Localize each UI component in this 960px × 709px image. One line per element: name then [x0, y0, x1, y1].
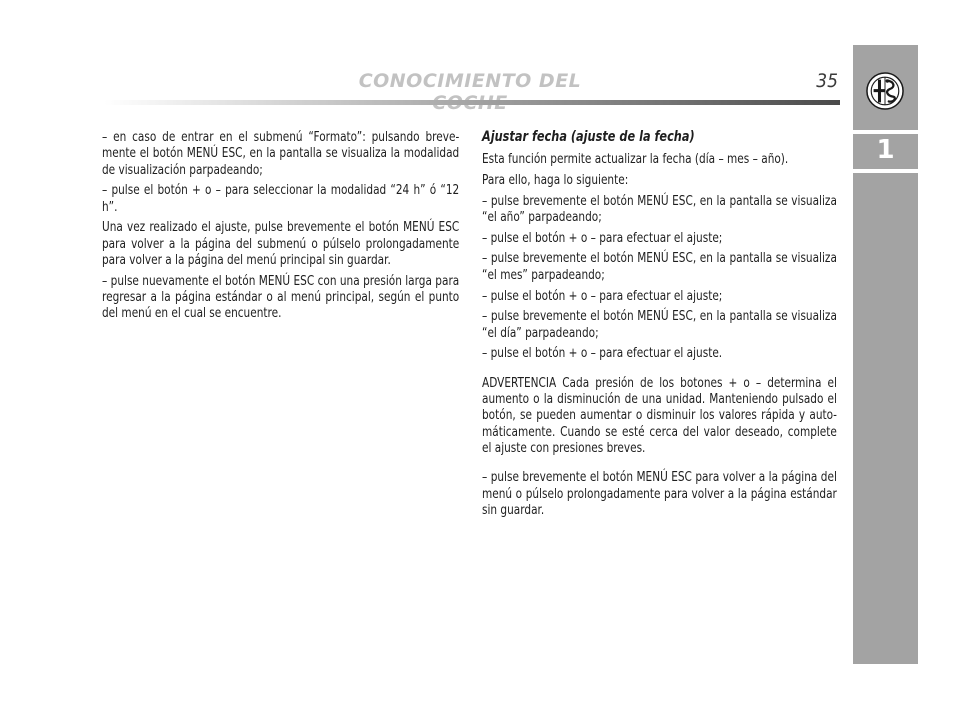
paragraph: Para ello, haga lo siguiente:: [482, 171, 629, 188]
paragraph: Una vez realizado el ajuste, pulse brevemente el botón MENÚ ESC para volver a la página del submenú o púlselo prolongadamente para volver a la página del menú principal sin guardar.: [102, 219, 460, 269]
side-strip-divider: [853, 169, 918, 173]
paragraph: – pulse el botón + o – para efectuar el ajuste.: [482, 345, 723, 362]
warning-paragraph: ADVERTENCIA Cada presión de los botones + o – determina el aumento o la disminución de una unidad. Manteniendo pulsado el botón, se pueden aumentar o disminuir los valores rápida y automáticamente. Cuando se esté cerca del valor deseado, complete el ajuste con presiones breves.: [482, 374, 837, 456]
paragraph: – pulse brevemente el botón MENÚ ESC, en la pantalla se visualiza “el año” parpadeando;: [482, 192, 837, 225]
section-heading: Ajustar fecha (ajuste de la fecha): [482, 129, 695, 145]
side-strip-divider: [853, 130, 918, 134]
header-rule: [104, 100, 840, 105]
paragraph: – pulse el botón + o – para efectuar el ajuste;: [482, 229, 723, 246]
paragraph: Esta función permite actualizar la fecha (día – mes – año).: [482, 151, 789, 167]
paragraph: – pulse brevemente el botón MENÚ ESC para volver a la página del menú o púlselo prolongadamente para volver a la página estándar sin guardar.: [482, 469, 837, 518]
paragraph: – pulse nuevamente el botón MENÚ ESC con una presión larga para regresar a la página estándar o al menú principal, según el punto del menú en el cual se encuentre.: [102, 272, 460, 322]
alfa-romeo-logo-icon: [866, 72, 904, 110]
left-text-column: [102, 129, 459, 326]
right-text-column: [482, 128, 837, 523]
paragraph: – pulse el botón + o – para seleccionar la modalidad “24 h” ó “12 h”.: [102, 182, 460, 215]
paragraph: – pulse brevemente el botón MENÚ ESC, en la pantalla se visualiza “el mes” parpadeando;: [482, 250, 837, 283]
paragraph: – en caso de entrar en el submenú “Formato”: pulsando brevemente el botón MENÚ ESC, en la pantalla se visualiza la modalidad de visualización parpadeando;: [102, 129, 460, 178]
chapter-number: 1: [876, 135, 895, 165]
paragraph: – pulse brevemente el botón MENÚ ESC, en la pantalla se visualiza “el día” parpadeando;: [482, 308, 837, 341]
paragraph: – pulse el botón + o – para efectuar el ajuste;: [482, 287, 723, 304]
page-header-title: CONOCIMIENTO DEL: [358, 70, 582, 92]
page-number: 35: [816, 70, 838, 92]
